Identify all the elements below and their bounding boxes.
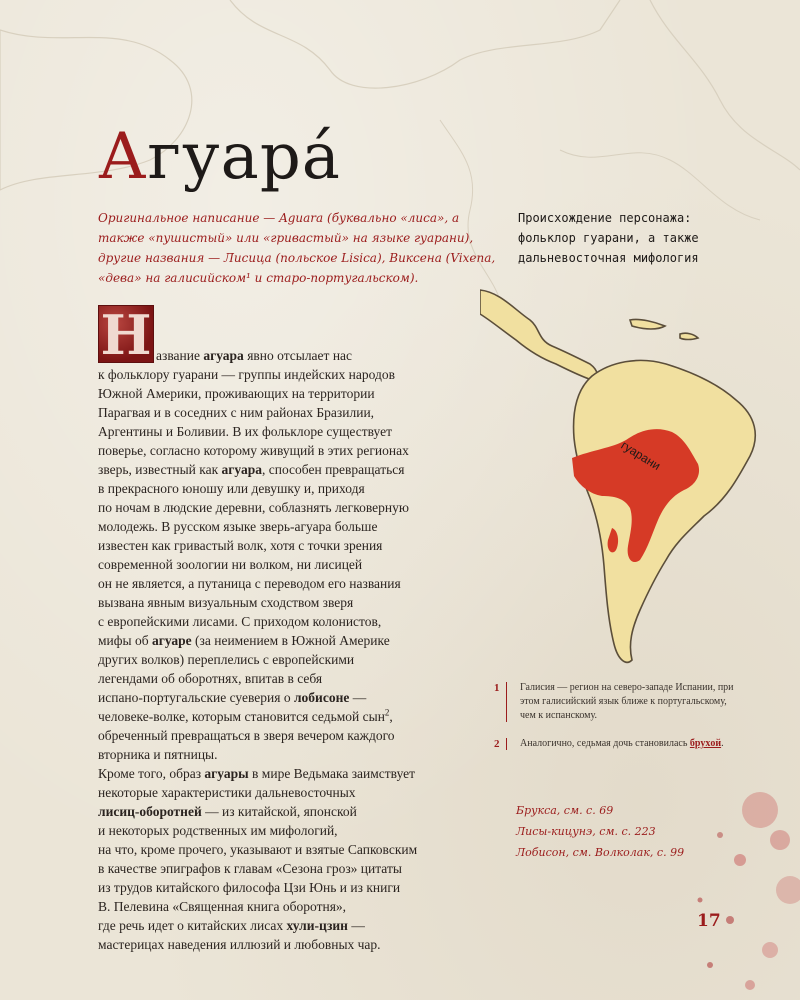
body-line: Парагвая и в соседних с ним районах Бразилии, [98, 405, 375, 420]
footnote-text: Галисия — регион на северо-западе Испании, при этом галисийский язык ближе к португальскому, чем к испанскому. [520, 682, 734, 721]
footnote-number: 2 [494, 738, 500, 750]
body-line: где речь идет о китайских лисах хули-цзин — [98, 918, 365, 933]
caribbean-islands [630, 319, 665, 329]
page-number: 17 [697, 911, 721, 931]
character-origin: Происхождение персонажа: фольклор гуарани, а также дальневосточная мифология [518, 211, 699, 265]
body-line: известен как гривастый волк, хотя с точки зрения [98, 538, 383, 553]
blood-splatter-decoration [640, 750, 800, 1000]
body-line: вызвана явным визуальным сходством зверя [98, 595, 354, 610]
body-line: зверь, известный как агуара, способен превращаться [98, 462, 405, 477]
caribbean-islands-2 [680, 333, 698, 339]
drop-cap-letter: Н [100, 303, 152, 367]
crossref-lobison[interactable]: Лобисон, см. Волколак, с. 99 [516, 846, 685, 859]
body-line: с европейскими лисами. С приходом колонистов, [98, 614, 382, 629]
term: агуара [221, 462, 262, 477]
term: хули-цзин [286, 918, 348, 933]
body-line: современной зоологии ни волком, ни лисицей [98, 557, 363, 572]
body-line: обреченный превращаться в зверя вечером каждого [98, 728, 395, 743]
body-line: других волков) переплелись с европейскими [98, 652, 355, 667]
body-line: Кроме того, образ агуары в мире Ведьмака заимствует [98, 766, 416, 781]
south-america-land [574, 360, 756, 662]
body-line: вторника и пятницы. [98, 747, 218, 762]
body-line: из трудов китайского философа Цзи Юнь и из книги [98, 880, 401, 895]
body-line: по ночам в людские деревни, соблазнять легковерную [98, 500, 409, 515]
body-line: некоторые характеристики дальневосточных [98, 785, 356, 800]
body-line: он не является, а путаница с переводом его названия [98, 576, 401, 591]
body-line: мастерицах наведения иллюзий и любовных чар. [98, 937, 381, 952]
central-america-land [480, 290, 597, 380]
body-line: легендами об оборотнях, впитав в себя [98, 671, 323, 686]
term: лисиц-оборотней [98, 804, 202, 819]
body-line: в прекрасного юношу или девушку и, приходя [98, 481, 365, 496]
term: агуары [204, 766, 249, 781]
body-line: в качестве эпиграфов к главам «Сезона гроз» цитаты [98, 861, 402, 876]
article-body [98, 346, 468, 954]
footnote-text-end: . [721, 738, 724, 749]
footnote-rule [506, 682, 507, 722]
body-line: лисиц-оборотней — из китайской, японской [98, 804, 357, 819]
title-rest: гуара́ [147, 120, 341, 194]
footnote-rule [506, 738, 507, 750]
footnote-text: Аналогично, седьмая дочь становилась [520, 738, 690, 749]
guarani-region-label: гуарани [618, 438, 663, 473]
crossref-bruxa[interactable]: Брукса, см. с. 69 [516, 804, 614, 817]
term: лобисоне [293, 690, 350, 705]
page-title [98, 122, 341, 192]
body-line: и некоторых родственных им мифологий, [98, 823, 338, 838]
south-america-map [480, 280, 800, 680]
footnote-ref: 2 [384, 707, 390, 718]
body-line: молодежь. В русском языке зверь-агуара больше [98, 519, 378, 534]
body-line: азвание агуара явно отсылает нас [156, 348, 353, 363]
title-initial: А [98, 120, 148, 194]
body-line: человеке-волке, которым становится седьмой сын$^2$, [98, 707, 393, 724]
body-line: В. Пелевина «Священная книга оборотня», [98, 899, 347, 914]
body-line: к фольклору гуарани — группы индейских народов [98, 367, 395, 382]
footnote-2 [494, 737, 734, 751]
bruxa-link[interactable]: бруxой [689, 738, 722, 749]
body-line: мифы об агуаре (за неимением в Южной Америке [98, 633, 390, 648]
crossref-kitsune[interactable]: Лисы-кицунэ, см. с. 223 [516, 825, 656, 838]
term: агуаре [151, 633, 192, 648]
footnote-number: 1 [494, 682, 500, 694]
body-line: поверье, согласно которому живущий в этих регионах [98, 443, 409, 458]
body-line: испано-португальские суеверия о лобисоне — [98, 690, 367, 705]
original-spelling-note: Оригинальное написание — Aguara (буквально «лиса», а также «пушистый» или «гривастый» на языке гуарани), другие названия — Лисица (польское Lisica), Виксена (Vixena, «дева» на галисийском¹ и старо-португальском). [98, 211, 496, 285]
footnote-1 [494, 681, 734, 723]
term: агуара [203, 348, 244, 363]
body-line: Южной Америки, проживающих на территории [98, 386, 375, 401]
body-line: на что, кроме прочего, указывают и взятые Сапковским [98, 842, 418, 857]
body-line: Аргентины и Боливии. В их фольклоре существует [98, 424, 392, 439]
